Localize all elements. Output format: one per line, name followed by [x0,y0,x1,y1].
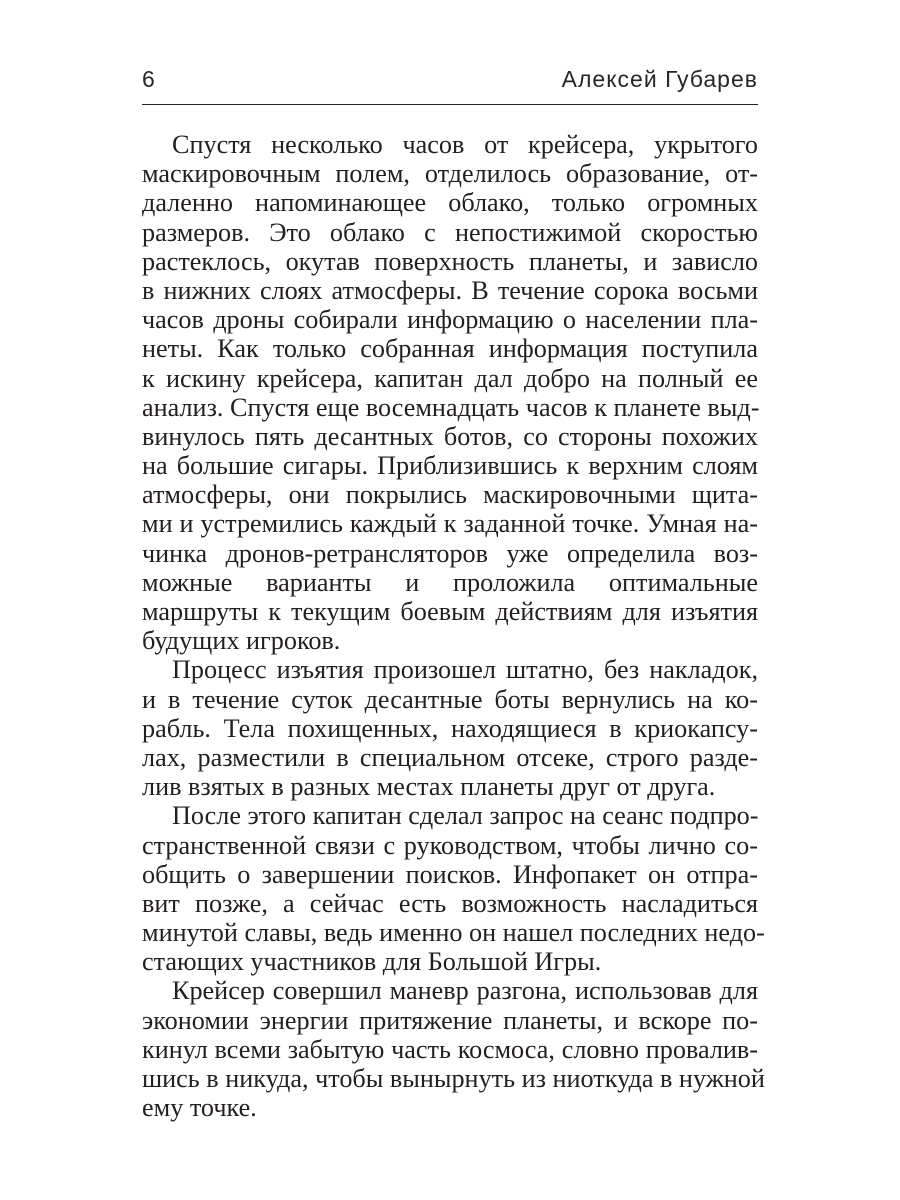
text-line: рабль. Тела похищенных, находящиеся в криокапсу- [142,713,758,743]
text-line: винулось пять десантных ботов, со стороны похожих [142,421,758,451]
text-line: чинка дронов-ретрансляторов уже определила воз- [142,538,758,568]
text-line: будущих игроков. [142,626,341,656]
text-line: вит позже, а сейчас есть возможность насладиться [142,888,758,918]
text-line: маршруты к текущим боевым действиям для изъятия [142,597,758,626]
text-line: неты. Как только собранная информация поступила [142,334,758,364]
text-line: шись в никуда, чтобы вынырнуть из ниоткуда в нужной [142,1064,765,1093]
text-line: Спустя несколько часов от крейсера, укрытого [172,130,758,159]
running-title-author: Алексей Губарев [561,66,758,92]
text-line: Крейсер совершил маневр разгона, использовав для [172,976,758,1006]
text-line: на большие сигары. Приблизившись к верхним слоям [142,451,758,481]
text-line: ми и устремились каждый к заданной точке. Умная на- [142,509,758,539]
text-line: После этого капитан сделал запрос на сеанс подпро- [172,801,759,831]
text-line: ему точке. [142,1093,257,1123]
text-line: растеклось, окутав поверхность планеты, и зависло [142,246,758,276]
text-line: анализ. Спустя еще восемнадцать часов к планете выд- [142,392,760,422]
text-line: лив взятых в разных местах планеты друг от друга. [142,772,716,802]
paragraph [142,801,765,977]
text-line: лах, разместили в специальном отсеке, строго разде- [142,742,758,772]
text-line: в нижних слоях атмосферы. В течение сорока восьми [142,275,758,305]
text-line: кинул всеми забытую часть космоса, словно провалив- [142,1034,758,1064]
paragraph [142,655,758,801]
text-line: странственной связи с руководством, чтобы лично со- [142,830,758,860]
text-line: даленно напоминающее облако, только огромных [142,188,758,218]
text-line: стающих участников для Большой Игры. [142,947,602,977]
paragraph [142,976,765,1123]
running-header [142,66,758,106]
header-divider [142,104,758,105]
text-line: и в течение суток десантные боты вернулись на ко- [142,684,758,714]
text-line: можные варианты и проложила оптимальные [142,567,758,597]
text-line: к искину крейсера, капитан дал добро на полный ее [142,363,758,393]
body-text [142,130,765,1123]
text-line: общить о завершении поисков. Инфопакет он отпра- [142,859,758,889]
text-line: Процесс изъятия произошел штатно, без накладок, [172,655,758,685]
paragraph [142,130,758,655]
text-line: экономии энергии притяжение планеты, и вскоре по- [142,1005,758,1035]
text-line: атмосферы, они покрылись маскировочными щита- [142,480,758,510]
page-number: 6 [142,66,156,92]
text-line: минутой славы, ведь именно он нашел последних недо- [142,918,765,948]
text-line: часов дроны собирали информацию о населении пла- [142,305,758,335]
text-line: размеров. Это облако с непостижимой скоростью [142,217,758,247]
text-line: маскировочным полем, отделилось образование, от- [142,159,758,189]
